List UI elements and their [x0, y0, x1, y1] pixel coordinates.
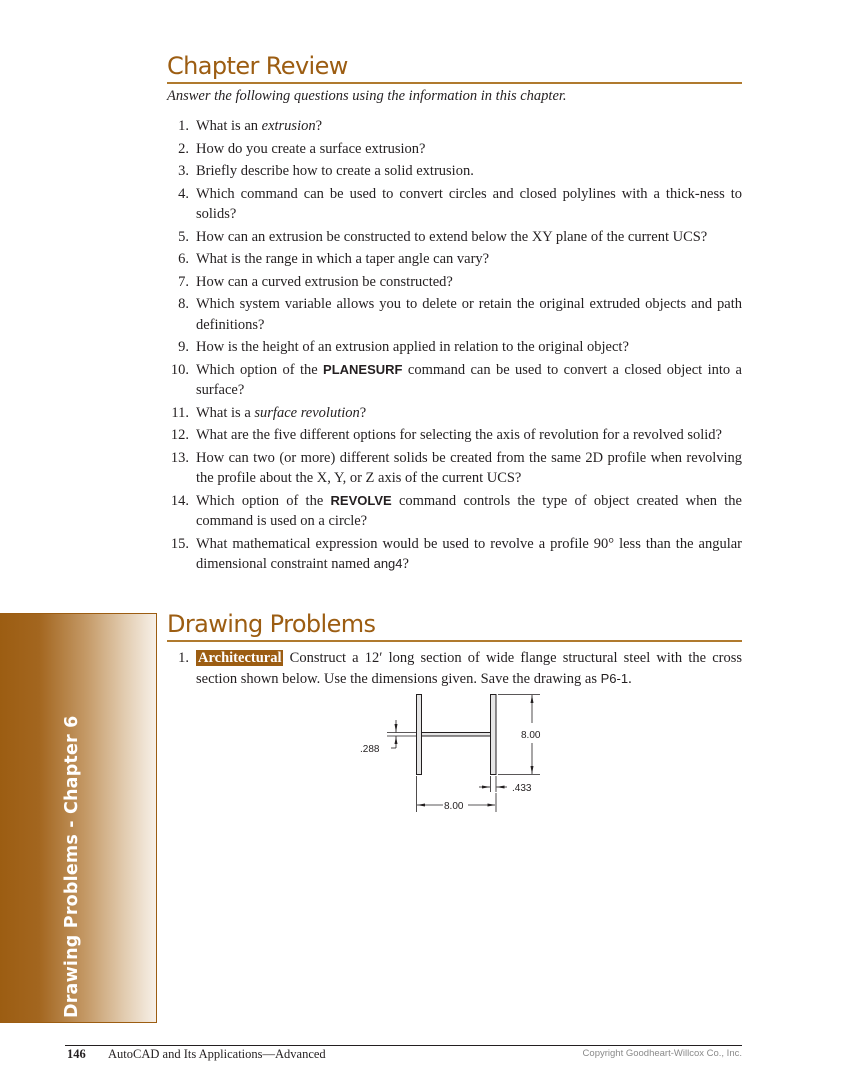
drawing-problems-heading: Drawing Problems — [167, 610, 376, 638]
question-text: Which command can be used to convert circles and closed polylines with a thick-ness to solids? — [196, 185, 742, 222]
key-term: surface revolution — [254, 404, 360, 421]
review-question-list — [167, 116, 742, 577]
width-label: 8.00 — [444, 801, 464, 812]
question-text: ? — [359, 404, 367, 421]
review-question — [167, 116, 742, 137]
left-flange — [417, 695, 422, 775]
question-number: 4. — [178, 185, 189, 202]
review-question — [167, 184, 742, 225]
review-question — [167, 403, 742, 424]
height-label: 8.00 — [521, 730, 541, 741]
question-text: Which option of the — [196, 492, 331, 509]
question-number: 10. — [170, 361, 189, 378]
review-question — [167, 139, 742, 160]
question-number: 1. — [178, 118, 189, 134]
question-text: Which option of the — [196, 361, 324, 378]
problem-text: Construct a 12′ long section of wide flange structural steel with the cross section shown below. Use the dimensions given. Save the drawing as — [196, 650, 742, 687]
question-number: 5. — [178, 228, 189, 245]
question-number: 14. — [170, 492, 189, 509]
question-text: command can be used to convert a closed object into a surface? — [196, 361, 742, 398]
key-term: extrusion — [261, 118, 316, 134]
question-number: 3. — [178, 163, 189, 179]
review-question — [167, 425, 742, 446]
category-badge: Architectural — [198, 650, 282, 666]
review-question — [167, 227, 742, 248]
heading-rule — [167, 640, 742, 642]
question-text: Which system variable allows you to delete or retain the original extruded objects and path definitions? — [196, 296, 742, 333]
question-text: How do you create a surface extrusion? — [196, 140, 426, 157]
question-text: How is the height of an extrusion applied in relation to the original object? — [196, 339, 629, 355]
command-name: REVOLVE — [330, 492, 392, 508]
drawing-problem — [167, 648, 742, 689]
question-number: 6. — [178, 251, 189, 267]
question-text: How can a curved extrusion be constructed? — [196, 273, 453, 290]
review-question — [167, 337, 742, 358]
problem-number: 1. — [178, 650, 189, 666]
problem-text-end: . — [628, 670, 632, 687]
question-number: 7. — [178, 273, 189, 290]
question-text: ? — [402, 556, 409, 572]
review-instructions: Answer the following questions using the information in this chapter. — [167, 88, 567, 104]
review-question — [167, 448, 742, 489]
question-text: ? — [315, 118, 323, 134]
footer-rule — [65, 1045, 742, 1046]
review-question — [167, 249, 742, 270]
question-text: What is an — [196, 118, 262, 134]
chapter-review-heading: Chapter Review — [167, 52, 348, 80]
question-number: 12. — [170, 427, 189, 443]
question-number: 11. — [171, 404, 189, 421]
question-number: 15. — [170, 535, 189, 552]
drawing-problem-list — [167, 648, 742, 691]
review-question — [167, 360, 742, 401]
side-tab-label: Drawing Problems - Chapter 6 — [62, 715, 82, 1018]
review-question — [167, 534, 742, 575]
copyright-notice: Copyright Goodheart-Willcox Co., Inc. — [582, 1048, 742, 1059]
review-question — [167, 294, 742, 335]
question-text: What is the range in which a taper angle can vary? — [196, 251, 490, 267]
right-flange — [491, 695, 497, 775]
review-question — [167, 491, 742, 532]
question-text: What is a — [196, 404, 255, 421]
constraint-name: ang4 — [373, 556, 403, 571]
heading-rule — [167, 82, 742, 84]
question-text: What mathematical expression would be used to revolve a profile 90° less than the angular dimensional constraint named — [196, 535, 742, 572]
question-number: 13. — [170, 449, 189, 466]
web — [422, 733, 491, 737]
flange-thickness-label: .433 — [512, 783, 532, 794]
question-text: Briefly describe how to create a solid extrusion. — [196, 163, 474, 179]
book-title: AutoCAD and Its Applications—Advanced — [108, 1047, 326, 1061]
question-text: How can two (or more) different solids be created from the same 2D profile when revolving the profile about the X, Y, or Z axis of the current UCS? — [196, 449, 742, 486]
question-number: 9. — [178, 339, 189, 355]
review-question — [167, 272, 742, 293]
question-number: 2. — [178, 140, 189, 157]
command-name: PLANESURF — [323, 361, 403, 377]
question-text: What are the five different options for selecting the axis of revolution for a revolved solid? — [196, 427, 722, 443]
filename: P6-1 — [600, 670, 629, 686]
web-thickness-label: .288 — [360, 744, 380, 755]
page-number: 146 — [67, 1047, 86, 1061]
question-number: 8. — [178, 296, 189, 312]
review-question — [167, 161, 742, 182]
question-text: command controls the type of object created when the command is used on a circle? — [196, 492, 742, 529]
wide-flange-section-figure — [355, 690, 555, 820]
question-text: How can an extrusion be constructed to extend below the XY plane of the current UCS? — [196, 228, 708, 245]
